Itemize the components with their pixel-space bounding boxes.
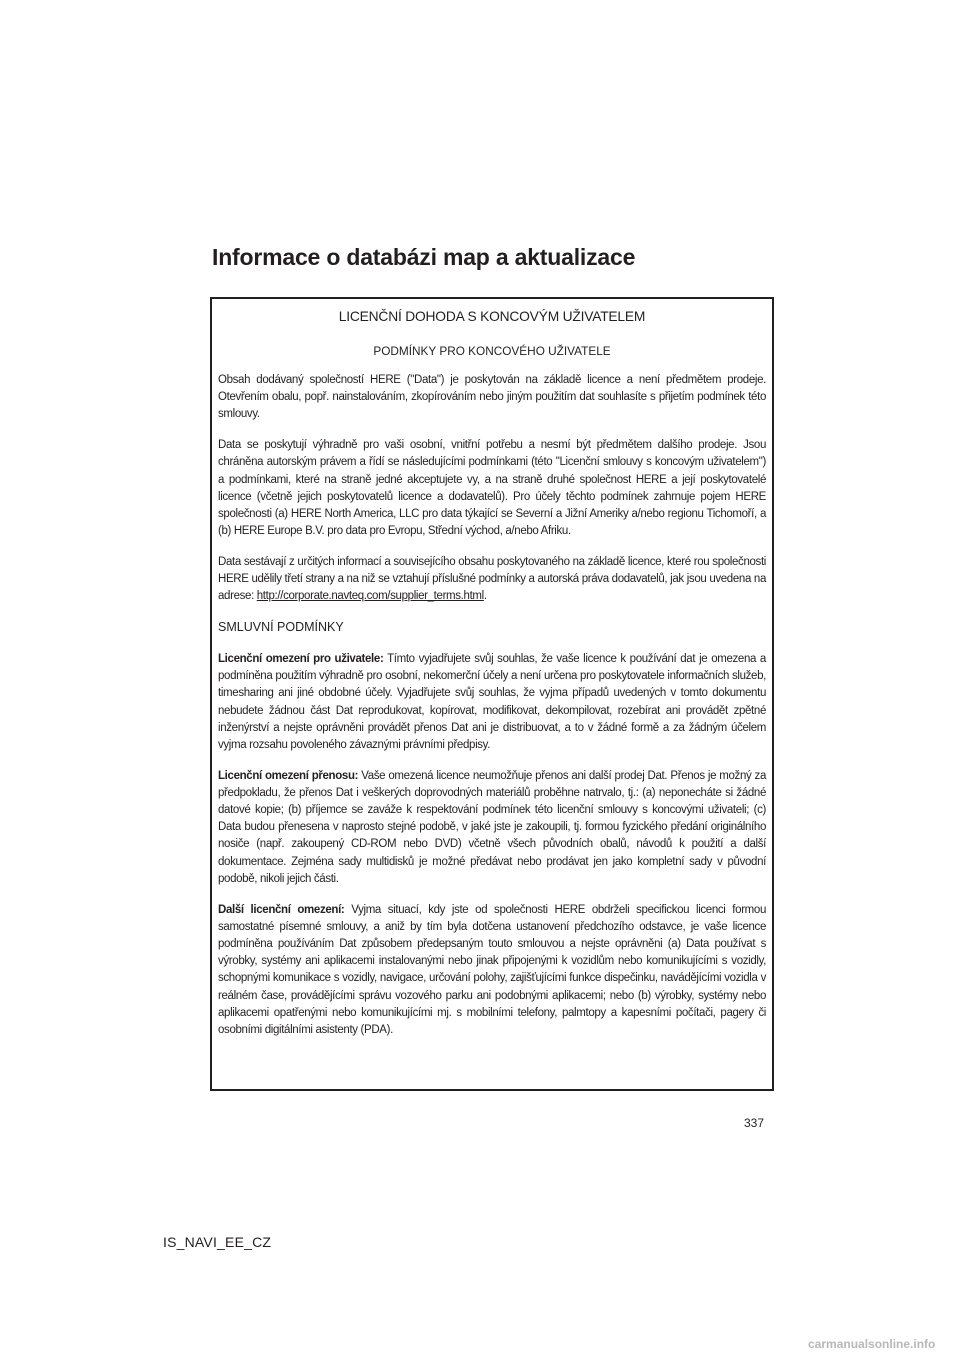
page-title: Informace o databázi map a aktualizace [212, 244, 636, 270]
page-number: 337 [744, 1116, 765, 1130]
user-limit-text: Tímto vyjadřujete svůj souhlas, že vaše licence k používání dat je omezena a podmíněna použitím výhradně pro osobní, nekomerční účely a není určena pro poskytovatele informačních služeb, timesharing ani jiné obdobné účely. Vyjadřujete svůj souhlas, že vyjma případů uvedených v tomto dokumentu nebudete žádnou část Dat reprodukovat, kopírovat, modifikovat, dekompilovat, rozebírat ani provádět zpětné inženýrství a nejste oprávněni provádět přenos Dat ani je distribuovat, a to v žádné formě a za žádným účelem vyjma rozsahu povoleného závaznými právními předpisy. [218, 652, 766, 751]
transfer-limit-paragraph [218, 768, 766, 888]
other-limit-label: Další licenční omezení: [218, 903, 345, 916]
third-party-end: . [483, 590, 487, 603]
supplier-terms-link[interactable]: http://corporate.navteq.com/supplier_terms.html [256, 590, 484, 603]
third-party-text: Data sestávají z určitých informací a souvisejícího obsahu poskytovaného na základě licence, které rou společnosti HERE udělily třetí strany a na niž se vztahují příslušné podmínky a autorská práva dodavatelů, jak jsou uvedena na adrese: [218, 555, 766, 603]
license-agreement-box [210, 297, 774, 1091]
watermark: carmanualsonline.info [808, 1337, 936, 1351]
license-heading: LICENČNÍ DOHODA S KONCOVÝM UŽIVATELEM [338, 309, 646, 324]
document-code: IS_NAVI_EE_CZ [163, 1234, 272, 1250]
user-limit-label: Licenční omezení pro uživatele: [218, 652, 384, 665]
user-limit-paragraph [218, 651, 766, 754]
license-subheading: PODMÍNKY PRO KONCOVÉHO UŽIVATELE [373, 344, 611, 358]
other-limit-paragraph [218, 902, 766, 1040]
usage-paragraph: Data se poskytují výhradně pro vaši osobní, vnitřní potřebu a nesmí být předmětem dalšího prodeje. Jsou chráněna autorským právem a řídí se následujícími podmínkami (této "Licenční smlouvy s koncovým uživatelem") a podmínkami, které na straně jedné akceptujete vy, a na straně druhé společnost HERE a její poskytovatelé licence (včetně jejich poskytovatelů licence a dodavatelů). Pro účely těchto podmínek zahrnuje pojem HERE společnosti (a) HERE North America, LLC pro data týkající se Severní a Jižní Ameriky a/nebo regionu Tichomoří, a (b) HERE Europe B.V. pro data pro Evropu, Střední východ, a/nebo Afriku. [218, 439, 766, 538]
transfer-limit-text: Vaše omezená licence neumožňuje přenos ani další prodej Dat. Přenos je možný za předpokladu, že přenos Dat i veškerých doprovodných materiálů proběhne natrvalo, tj.: (a) neponecháte si žádné datové kopie; (b) příjemce se zaváže k respektování podmínek této licenční smlouvy s koncovými uživateli; (c) Data budou přenesena v naprosto stejné podobě, v jaké jste je zakoupili, tj. formou fyzického předání originálního nosiče (např. zakoupený CD-ROM nebo DVD) včetně všech původních obalů, návodů k použití a další dokumentace. Zejména sady multidisků je možné předávat nebo prodávat jen jako kompletní sady v původní podobě, nikoli jejich části. [218, 769, 766, 885]
terms-heading: SMLUVNÍ PODMÍNKY [218, 619, 344, 634]
third-party-paragraph [218, 554, 766, 606]
other-limit-text: Vyjma situací, kdy jste od společnosti HERE obdrželi specifickou licenci formou samostatné písemné smlouvy, a aniž by tím byla dotčena ustanovení předchozího odstavce, je vaše licence podmíněna používáním Dat způsobem předepsaným touto smlouvou a nejste oprávněni (a) Data používat s výrobky, systémy ani aplikacemi instalovanými nebo jinak připojenými k vozidlům nebo komunikujícími s vozidly, schopnými komunikace s vozidly, navigace, určování polohy, zajišťujícími funkce dispečinku, navádějícími vozidla v reálném čase, provádějícími správu vozového parku ani podobnými aplikacemi; nebo (b) výrobky, systémy nebo aplikacemi opatřenými nebo komunikujícími mj. s mobilními telefony, palmtopy a kapesními počítači, pagery či osobními digitálními asistenty (PDA). [218, 903, 766, 1036]
intro-paragraph: Obsah dodávaný společností HERE ("Data") je poskytován na základě licence a není předmětem prodeje. Otevřením obalu, popř. nainstalováním, zkopírováním nebo jiným použitím dat souhlasíte s přijetím podmínek této smlouvy. [218, 374, 766, 421]
transfer-limit-label: Licenční omezení přenosu: [218, 769, 359, 782]
